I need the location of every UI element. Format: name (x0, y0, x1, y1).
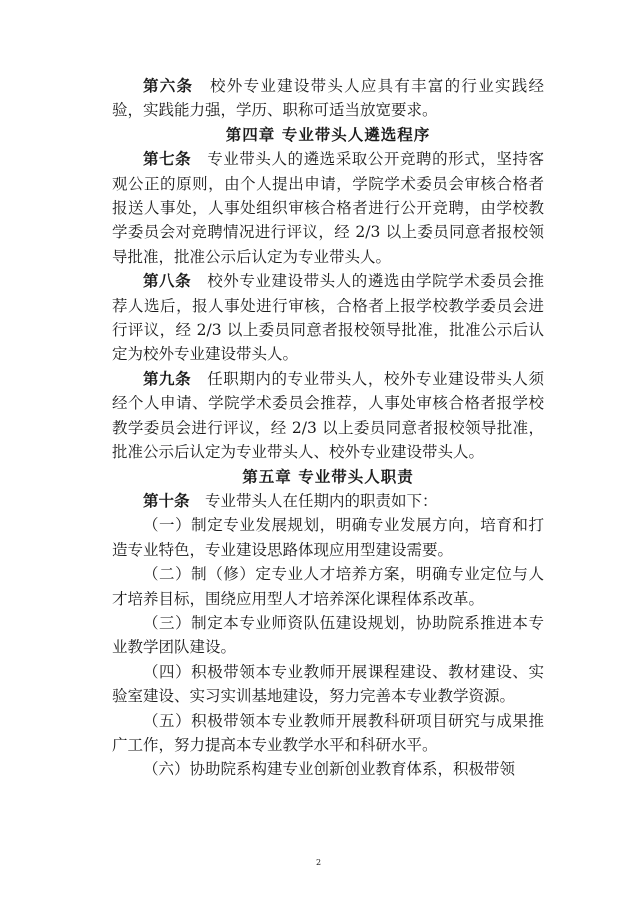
article-label: 第八条 (143, 271, 192, 291)
article-text: 任职期内的专业带头人，校外专业建设带头人须经个人申请、学院学术委员会推荐，人事处审核合格者报学校教学委员会进行评议，经 2/3 以上委员同意者报校领导批准，批准公示后认定为专业带头人、校外专业建设带头人。 (112, 369, 544, 462)
article-text: 校外专业建设带头人的遴选由学院学术委员会推荐人选后，报人事处进行审核，合格者上报学校教学委员会进行评议，经 2/3 以上委员同意者报校领导批准，批准公示后认定为校外专业建设带头人。 (112, 272, 544, 364)
article-6 (112, 74, 544, 123)
list-item: （四）积极带领本专业教师开展课程建设、教材建设、实验室建设、实习实训基地建设，努力完善本专业教学资源。 (112, 662, 544, 706)
article-8 (112, 269, 544, 367)
chapter-heading: 第五章 专业带头人职责 (242, 466, 414, 486)
list-item: （三）制定本专业师资队伍建设规划，协助院系推进本专业教学团队建设。 (112, 613, 544, 657)
document-body (112, 74, 544, 782)
page-number: 2 (315, 858, 322, 867)
chapter-heading: 第四章 专业带头人遴选程序 (225, 124, 431, 144)
list-item: （六）协助院系构建专业创新创业教育体系，积极带领 (143, 760, 516, 779)
article-9 (112, 367, 544, 465)
article-7 (112, 147, 544, 269)
article-10 (112, 489, 544, 513)
list-item: （一）制定专业发展规划，明确专业发展方向，培育和打造专业特色，专业建设思路体现应用型建设需要。 (112, 516, 544, 559)
article-text: 专业带头人的遴选采取公开竞聘的形式，坚持客观公正的原则，由个人提出申请，学院学术委员会审核合格者报送人事处，人事处组织审核合格者进行公开竞聘，由学校教学委员会对竞聘情况进行评议，经 2/3 以上委员同意者报校领导批准，批准公示后认定为专业带头人。 (112, 150, 544, 266)
article-label: 第七条 (143, 149, 192, 169)
article-label: 第六条 (143, 76, 194, 95)
article-label: 第九条 (143, 368, 192, 388)
list-item: （五）积极带领本专业教师开展教科研项目研究与成果推广工作，努力提高本专业教学水平和科研水平。 (112, 711, 544, 754)
article-text: 专业带头人在任期内的职责如下： (205, 491, 438, 510)
article-label: 第十条 (143, 490, 190, 510)
article-text: 校外专业建设带头人应具有丰富的行业实践经验，实践能力强，学历、职称可适当放宽要求。 (112, 77, 544, 120)
list-item: （二）制（修）定专业人才培养方案，明确专业定位与人才培养目标，围绕应用型人才培养深化课程体系改革。 (112, 565, 544, 608)
